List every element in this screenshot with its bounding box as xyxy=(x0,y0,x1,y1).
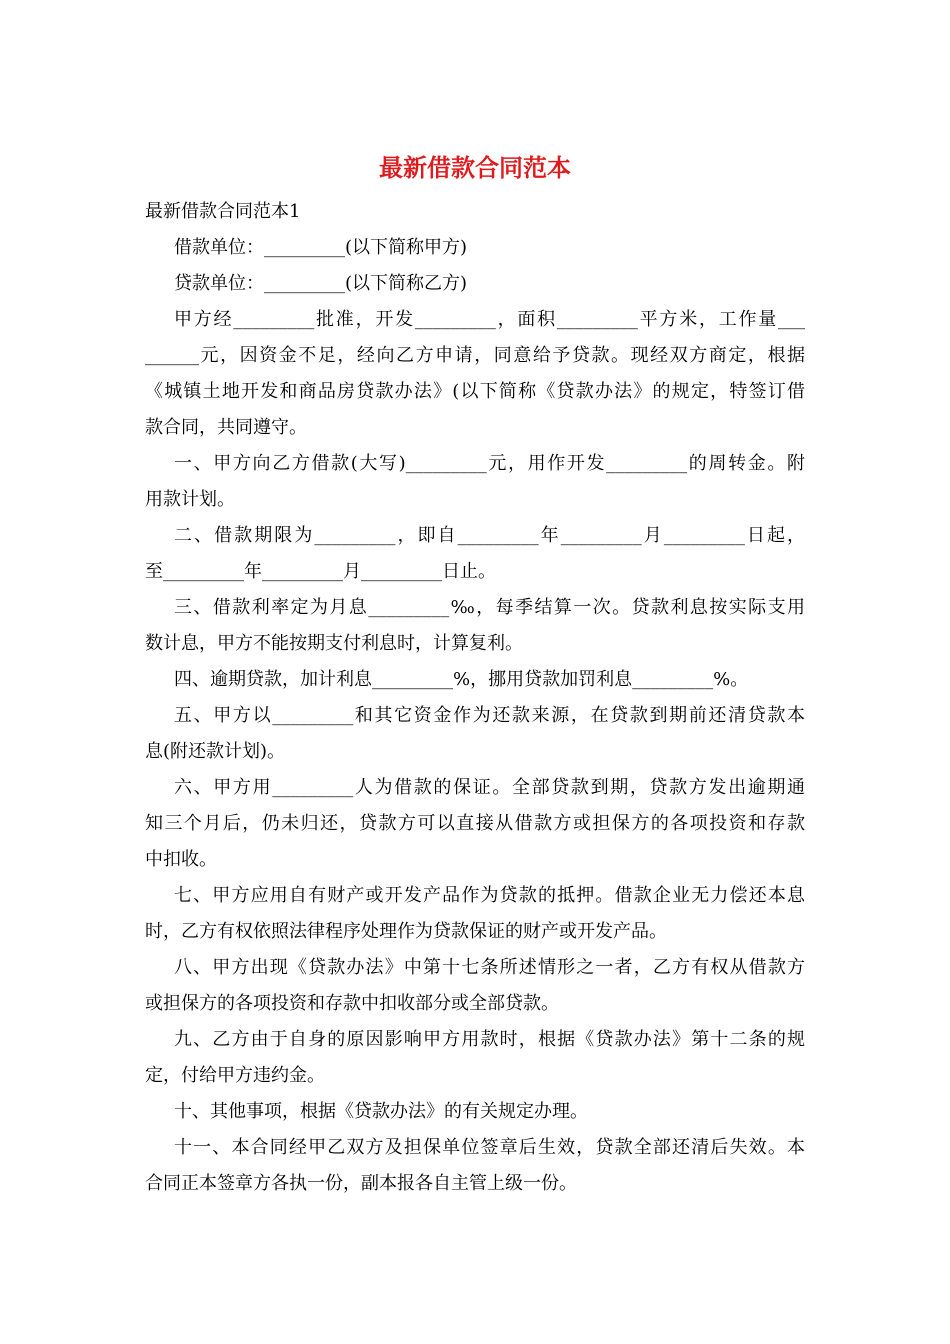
paragraph-clause-7 xyxy=(145,878,805,950)
paragraph-clause-4 xyxy=(145,662,805,698)
text-line: 六、甲方用_________人为借款的保证。全部贷款到期，贷款方发出逾期通 xyxy=(174,777,805,798)
text-line: 或担保方的各项投资和存款中扣收部分或全部贷款。 xyxy=(145,993,559,1014)
paragraph-preamble xyxy=(145,302,805,446)
text-line: 贷款单位：_________(以下简称乙方) xyxy=(174,273,468,294)
text-line: 定，付给甲方违约金。 xyxy=(145,1065,325,1086)
paragraph-clause-3 xyxy=(145,590,805,662)
text-line: 三、借款利率定为月息_________‰，每季结算一次。贷款利息按实际支用 xyxy=(174,597,805,618)
text-line: 甲方经_________批准，开发_________，面积_________平方米，工作量___ xyxy=(174,309,805,330)
text-line: 至_________年_________月_________日止。 xyxy=(145,561,496,582)
text-line: 八、甲方出现《贷款办法》中第十七条所述情形之一者，乙方有权从借款方 xyxy=(174,957,805,978)
paragraph-clause-2 xyxy=(145,518,805,590)
document-title: 最新借款合同范本 xyxy=(379,153,571,182)
text-line: 四、逾期贷款，加计利息_________%，挪用贷款加罚利息_________%。 xyxy=(174,669,749,690)
paragraph-clause-6 xyxy=(145,770,805,878)
text-line: 用款计划。 xyxy=(145,489,235,510)
text-line: 九、乙方由于自身的原因影响甲方用款时，根据《贷款办法》第十二条的规 xyxy=(174,1029,805,1050)
text-line: 息(附还款计划)。 xyxy=(145,741,286,762)
text-line: 十、其他事项，根据《贷款办法》的有关规定办理。 xyxy=(174,1101,588,1122)
paragraph-lender-unit xyxy=(145,266,805,302)
text-line: 中扣收。 xyxy=(145,849,217,870)
text-line: ______元，因资金不足，经向乙方申请，同意给予贷款。现经双方商定，根据 xyxy=(145,345,805,366)
paragraph-subtitle xyxy=(145,194,805,230)
text-line: 二、借款期限为_________，即自_________年_________月_________日起， xyxy=(174,525,805,546)
paragraph-clause-9 xyxy=(145,1022,805,1094)
text-line: 知三个月后，仍未归还，贷款方可以直接从借款方或担保方的各项投资和存款 xyxy=(145,813,805,834)
text-line: 五、甲方以_________和其它资金作为还款来源，在贷款到期前还清贷款本 xyxy=(174,705,805,726)
text-line: 最新借款合同范本1 xyxy=(145,201,301,222)
text-line: 合同正本签章方各执一份，副本报各自主管上级一份。 xyxy=(145,1173,577,1194)
paragraph-borrower-unit xyxy=(145,230,805,266)
text-line: 一、甲方向乙方借款(大写)_________元，用作开发_________的周转金。附 xyxy=(174,453,805,474)
paragraph-clause-5 xyxy=(145,698,805,770)
text-line: 七、甲方应用自有财产或开发产品作为贷款的抵押。借款企业无力偿还本息 xyxy=(174,885,805,906)
text-line: 十一、本合同经甲乙双方及担保单位签章后生效，贷款全部还清后失效。本 xyxy=(174,1137,805,1158)
paragraph-clause-1 xyxy=(145,446,805,518)
text-line: 时，乙方有权依照法律程序处理作为贷款保证的财产或开发产品。 xyxy=(145,921,667,942)
paragraph-clause-11 xyxy=(145,1130,805,1202)
paragraph-clause-8 xyxy=(145,950,805,1022)
text-line: 款合同，共同遵守。 xyxy=(145,417,307,438)
text-line: 数计息，甲方不能按期支付利息时，计算复利。 xyxy=(145,633,523,654)
text-line: 《城镇土地开发和商品房贷款办法》(以下简称《贷款办法》的规定，特签订借 xyxy=(145,381,805,402)
paragraph-clause-10 xyxy=(145,1094,805,1130)
text-line: 借款单位：_________(以下简称甲方) xyxy=(174,237,468,258)
document-body xyxy=(145,194,805,1202)
